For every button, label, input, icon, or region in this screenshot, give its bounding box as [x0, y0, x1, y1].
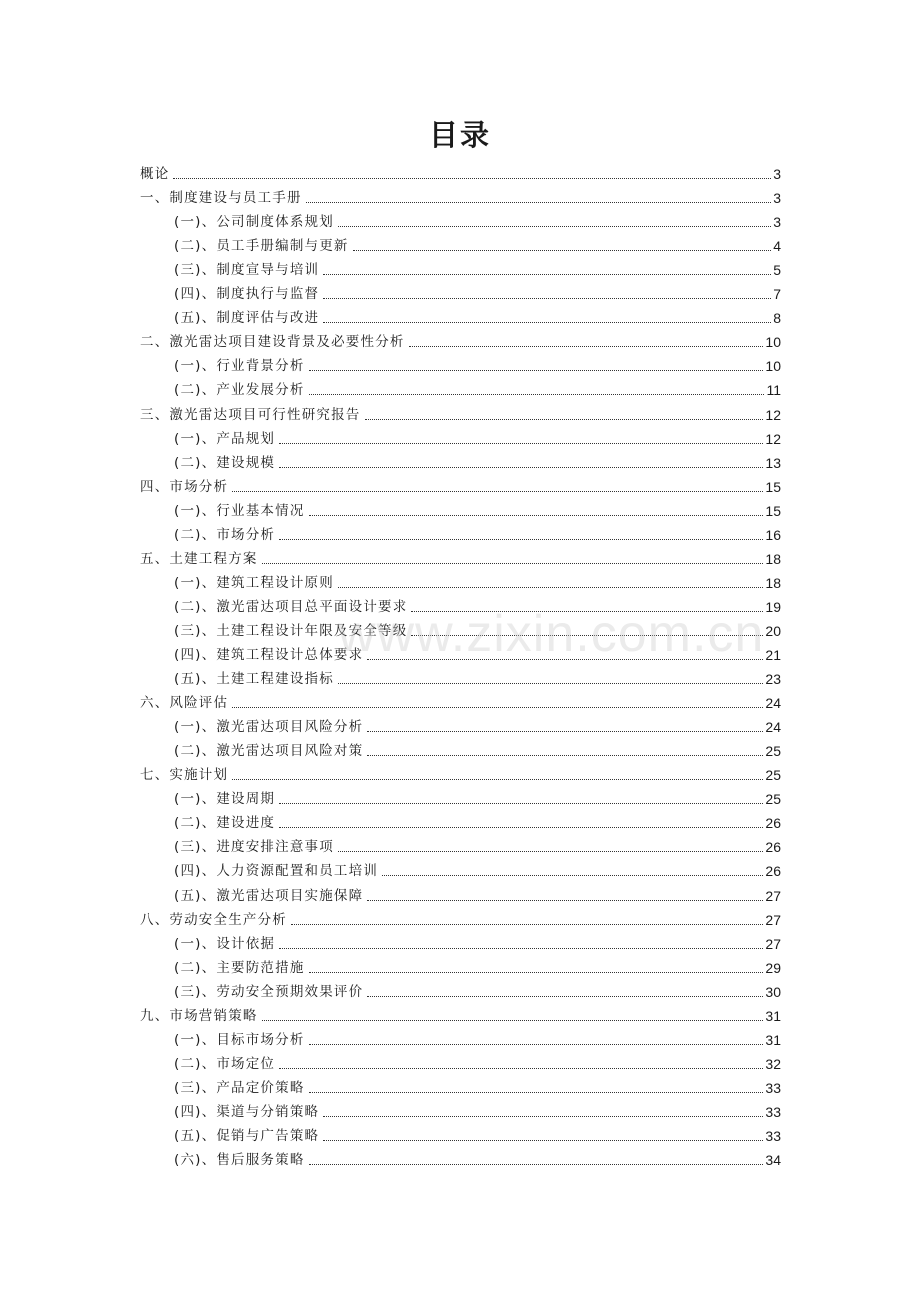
toc-entry[interactable] — [174, 425, 781, 449]
toc-dot-leader — [291, 923, 763, 925]
toc-entry-page-number: 21 — [765, 647, 781, 663]
toc-dot-leader — [173, 177, 771, 179]
toc-dot-leader — [279, 442, 763, 444]
toc-dot-leader — [338, 850, 763, 852]
toc-dot-leader — [323, 321, 771, 323]
toc-entry-label: (一)、行业背景分析 — [174, 358, 305, 375]
toc-entry-label: (二)、市场定位 — [174, 1055, 276, 1072]
toc-dot-leader — [279, 538, 763, 540]
toc-entry-page-number: 18 — [765, 574, 781, 591]
toc-entry-page-number: 10 — [765, 334, 781, 351]
toc-entry-label: (一)、设计依据 — [174, 935, 276, 952]
toc-entry-label: (三)、制度宣导与培训 — [174, 262, 320, 279]
toc-entry-page-number: 25 — [765, 743, 781, 760]
toc-entry-label: 五、土建工程方案 — [140, 550, 258, 567]
toc-dot-leader — [323, 1139, 763, 1141]
toc-dot-leader — [338, 586, 763, 588]
toc-entry-label: (四)、渠道与分销策略 — [174, 1103, 320, 1120]
toc-entry[interactable] — [174, 617, 781, 641]
toc-entry-label: (二)、激光雷达项目总平面设计要求 — [174, 598, 408, 615]
toc-entry-label: (二)、主要防范措施 — [174, 959, 305, 976]
toc-dot-leader — [338, 682, 763, 684]
toc-entry-page-number: 20 — [765, 622, 781, 639]
toc-entry[interactable] — [174, 641, 781, 665]
toc-dot-leader — [279, 466, 763, 468]
toc-dot-leader — [338, 225, 771, 227]
toc-dot-leader — [323, 1115, 763, 1117]
toc-entry[interactable] — [174, 569, 781, 593]
toc-entry-label: (四)、制度执行与监督 — [174, 286, 320, 303]
toc-entry[interactable] — [174, 449, 781, 473]
toc-entry-label: (五)、促销与广告策略 — [174, 1128, 320, 1144]
toc-entry[interactable] — [174, 1074, 781, 1098]
toc-entry-label: (三)、进度安排注意事项 — [174, 839, 334, 856]
toc-dot-leader — [309, 1091, 764, 1093]
toc-entry-label: 一、制度建设与员工手册 — [140, 190, 302, 207]
toc-entry-page-number: 19 — [765, 598, 781, 615]
toc-dot-leader — [353, 249, 772, 251]
toc-entry-label: (二)、激光雷达项目风险对策 — [174, 743, 364, 760]
toc-entry-page-number: 16 — [765, 526, 781, 543]
toc-entry-page-number: 12 — [765, 430, 781, 447]
toc-dot-leader — [309, 393, 765, 395]
toc-entry-label: 四、市场分析 — [140, 478, 229, 495]
toc-entry-page-number: 34 — [765, 1152, 781, 1169]
toc-entry[interactable] — [174, 857, 781, 881]
toc-dot-leader — [409, 345, 764, 347]
toc-entry-page-number: 8 — [773, 310, 781, 327]
toc-entry[interactable] — [174, 665, 781, 689]
toc-entry[interactable] — [174, 809, 781, 833]
toc-entry-page-number: 13 — [765, 454, 781, 471]
toc-entry-label: 概论 — [140, 166, 170, 182]
toc-entry-page-number: 3 — [773, 166, 781, 182]
toc-dot-leader — [262, 1019, 764, 1021]
toc-entry[interactable] — [174, 930, 781, 954]
toc-entry-label: (二)、员工手册编制与更新 — [174, 238, 349, 255]
toc-entry[interactable] — [140, 401, 781, 425]
toc-dot-leader — [279, 947, 763, 949]
toc-entry-page-number: 18 — [765, 550, 781, 567]
toc-dot-leader — [232, 778, 763, 780]
toc-entry[interactable] — [174, 256, 781, 280]
toc-entry-page-number: 10 — [765, 358, 781, 375]
toc-entry-label: (一)、公司制度体系规划 — [174, 214, 334, 231]
toc-entry-label: (三)、劳动安全预期效果评价 — [174, 983, 364, 1000]
toc-entry-page-number: 23 — [765, 671, 781, 688]
watermark: www.zixin.com.cn — [338, 605, 765, 663]
toc-dot-leader — [309, 369, 764, 371]
toc-entry-label: (二)、产业发展分析 — [174, 382, 305, 399]
toc-entry[interactable] — [174, 352, 781, 376]
toc-entry-page-number: 33 — [765, 1128, 781, 1144]
toc-dot-leader — [367, 754, 763, 756]
toc-entry-page-number: 33 — [765, 1079, 781, 1096]
toc-entry[interactable] — [174, 882, 781, 906]
toc-entry[interactable] — [174, 833, 781, 857]
toc-entry-page-number: 4 — [773, 238, 781, 255]
toc-entry-label: 二、激光雷达项目建设背景及必要性分析 — [140, 334, 405, 351]
toc-entry-label: 六、风险评估 — [140, 695, 229, 712]
toc-entry-page-number: 11 — [766, 382, 781, 399]
toc-entry-page-number: 25 — [765, 791, 781, 808]
toc-dot-leader — [367, 658, 763, 660]
toc-dot-leader — [382, 874, 763, 876]
toc-entry-page-number: 25 — [765, 767, 781, 784]
toc-dot-leader — [309, 1043, 764, 1045]
toc-dot-leader — [279, 1067, 763, 1069]
toc-entry[interactable] — [174, 280, 781, 304]
toc-entry-label: 八、劳动安全生产分析 — [140, 911, 287, 928]
toc-entry-page-number: 15 — [765, 502, 781, 519]
toc-dot-leader — [411, 634, 763, 636]
toc-entry-label: (二)、建设规模 — [174, 454, 276, 471]
toc-entry[interactable] — [140, 184, 781, 208]
toc-dot-leader — [367, 730, 763, 732]
toc-dot-leader — [365, 418, 764, 420]
toc-entry-page-number: 27 — [765, 911, 781, 928]
toc-entry[interactable] — [174, 376, 781, 400]
toc-entry[interactable] — [174, 737, 781, 761]
toc-entry-label: (二)、建设进度 — [174, 815, 276, 832]
toc-entry-page-number: 27 — [765, 887, 781, 904]
toc-entry-label: (一)、激光雷达项目风险分析 — [174, 719, 364, 736]
toc-entry[interactable] — [174, 785, 781, 809]
toc-entry[interactable] — [140, 545, 781, 569]
toc-dot-leader — [279, 826, 763, 828]
toc-entry[interactable] — [174, 497, 781, 521]
toc-entry-label: (五)、制度评估与改进 — [174, 310, 320, 327]
toc-entry-page-number: 26 — [765, 839, 781, 856]
toc-dot-leader — [309, 971, 764, 973]
toc-dot-leader — [323, 273, 771, 275]
toc-dot-leader — [279, 802, 763, 804]
toc-entry-label: (一)、行业基本情况 — [174, 502, 305, 519]
toc-entry-page-number: 26 — [765, 815, 781, 832]
toc-entry-page-number: 29 — [765, 959, 781, 976]
toc-entry-page-number: 26 — [765, 863, 781, 880]
toc-entry-page-number: 5 — [773, 262, 781, 279]
toc-entry[interactable] — [174, 954, 781, 978]
toc-entry[interactable] — [140, 689, 781, 713]
toc-entry[interactable] — [174, 1050, 781, 1074]
page-title: 目录 — [428, 118, 491, 152]
toc-dot-leader — [367, 899, 763, 901]
toc-entry-label: 三、激光雷达项目可行性研究报告 — [140, 406, 361, 423]
toc-entry-label: (五)、激光雷达项目实施保障 — [174, 887, 364, 904]
toc-dot-leader — [367, 995, 763, 997]
toc-entry[interactable] — [174, 1026, 781, 1050]
toc-entry[interactable] — [140, 906, 781, 930]
toc-entry-page-number: 24 — [765, 719, 781, 736]
toc-entry-label: (一)、目标市场分析 — [174, 1031, 305, 1048]
toc-entry[interactable] — [140, 328, 781, 352]
toc-entry[interactable] — [174, 978, 781, 1002]
toc-entry-label: (一)、建筑工程设计原则 — [174, 574, 334, 591]
toc-entry[interactable] — [174, 208, 781, 232]
toc-entry-page-number: 32 — [765, 1055, 781, 1072]
toc-dot-leader — [306, 201, 772, 203]
toc-entry-label: (六)、售后服务策略 — [174, 1152, 305, 1169]
toc-entry-page-number: 31 — [765, 1007, 781, 1024]
toc-dot-leader — [323, 297, 771, 299]
toc-entry-label: (三)、产品定价策略 — [174, 1079, 305, 1096]
toc-dot-leader — [232, 490, 763, 492]
toc-dot-leader — [411, 610, 763, 612]
toc-entry[interactable] — [174, 1146, 781, 1170]
toc-entry[interactable] — [174, 1098, 781, 1122]
toc-entry-label: 七、实施计划 — [140, 767, 229, 784]
toc-dot-leader — [232, 706, 763, 708]
toc-entry-label: (一)、建设周期 — [174, 791, 276, 808]
toc-entry-label: 九、市场营销策略 — [140, 1007, 258, 1024]
toc-entry-label: (三)、土建工程设计年限及安全等级 — [174, 622, 408, 639]
toc-entry[interactable] — [174, 713, 781, 737]
toc-entry[interactable] — [174, 232, 781, 256]
toc-entry-page-number: 30 — [765, 983, 781, 1000]
toc-entry[interactable] — [174, 304, 781, 328]
toc-entry-page-number: 31 — [765, 1031, 781, 1048]
toc-entry[interactable] — [140, 160, 781, 184]
toc-entry-label: (四)、人力资源配置和员工培训 — [174, 863, 379, 880]
toc-dot-leader — [309, 514, 764, 516]
toc-dot-leader — [309, 1163, 764, 1165]
toc-entry-label: (二)、市场分析 — [174, 526, 276, 543]
toc-entry-page-number: 3 — [773, 190, 781, 207]
toc-entry-page-number: 15 — [765, 478, 781, 495]
toc-entry-label: (一)、产品规划 — [174, 430, 276, 447]
toc-entry-page-number: 3 — [773, 214, 781, 231]
toc-entry[interactable] — [140, 761, 781, 785]
toc-entry-label: (四)、建筑工程设计总体要求 — [174, 647, 364, 663]
toc-entry-page-number: 27 — [765, 935, 781, 952]
toc-entry-page-number: 7 — [773, 286, 781, 303]
toc-entry-label: (五)、土建工程建设指标 — [174, 671, 334, 688]
toc-entry-page-number: 33 — [765, 1103, 781, 1120]
toc-entry[interactable] — [174, 521, 781, 545]
toc-entry[interactable] — [140, 473, 781, 497]
toc-dot-leader — [262, 562, 764, 564]
toc-entry-page-number: 12 — [765, 406, 781, 423]
toc-entry[interactable] — [174, 1122, 781, 1146]
toc-entry[interactable] — [174, 593, 781, 617]
toc-entry[interactable] — [140, 1002, 781, 1026]
toc-entry-page-number: 24 — [765, 695, 781, 712]
